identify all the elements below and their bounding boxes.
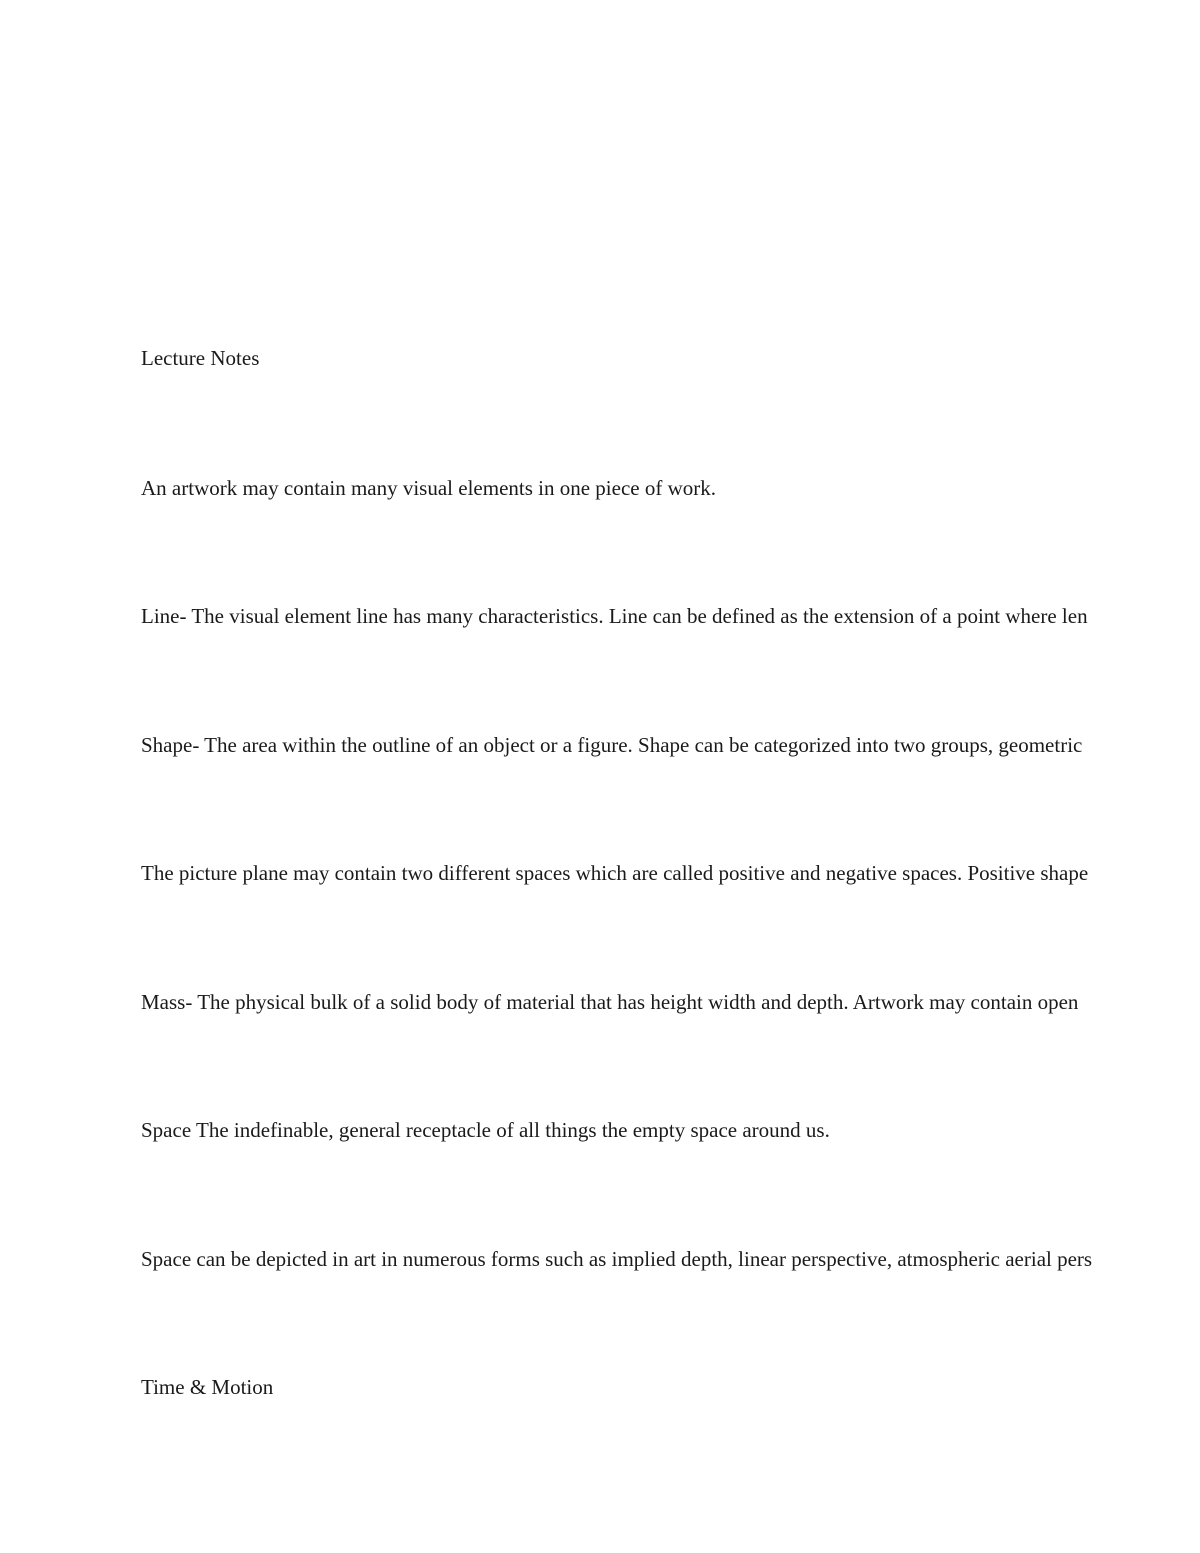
paragraph-space: Space The indefinable, general receptacle of all things the empty space around us. <box>141 1118 830 1142</box>
paragraph-line: Line- The visual element line has many characteristics. Line can be defined as the extension of a point where len <box>141 604 1088 628</box>
paragraph-mass: Mass- The physical bulk of a solid body of material that has height width and depth. Artwork may contain open <box>141 990 1079 1014</box>
heading-time-motion: Time & Motion <box>141 1375 274 1399</box>
paragraph-intro: An artwork may contain many visual elements in one piece of work. <box>141 476 716 500</box>
paragraph-space-depiction: Space can be depicted in art in numerous forms such as implied depth, linear perspective, atmospheric aerial pers <box>141 1247 1093 1271</box>
document-title: Lecture Notes <box>141 346 260 370</box>
paragraph-shape: Shape- The area within the outline of an object or a figure. Shape can be categorized into two groups, geometric <box>141 733 1083 757</box>
paragraph-picture-plane: The picture plane may contain two different spaces which are called positive and negative spaces. Positive shape <box>141 861 1089 885</box>
